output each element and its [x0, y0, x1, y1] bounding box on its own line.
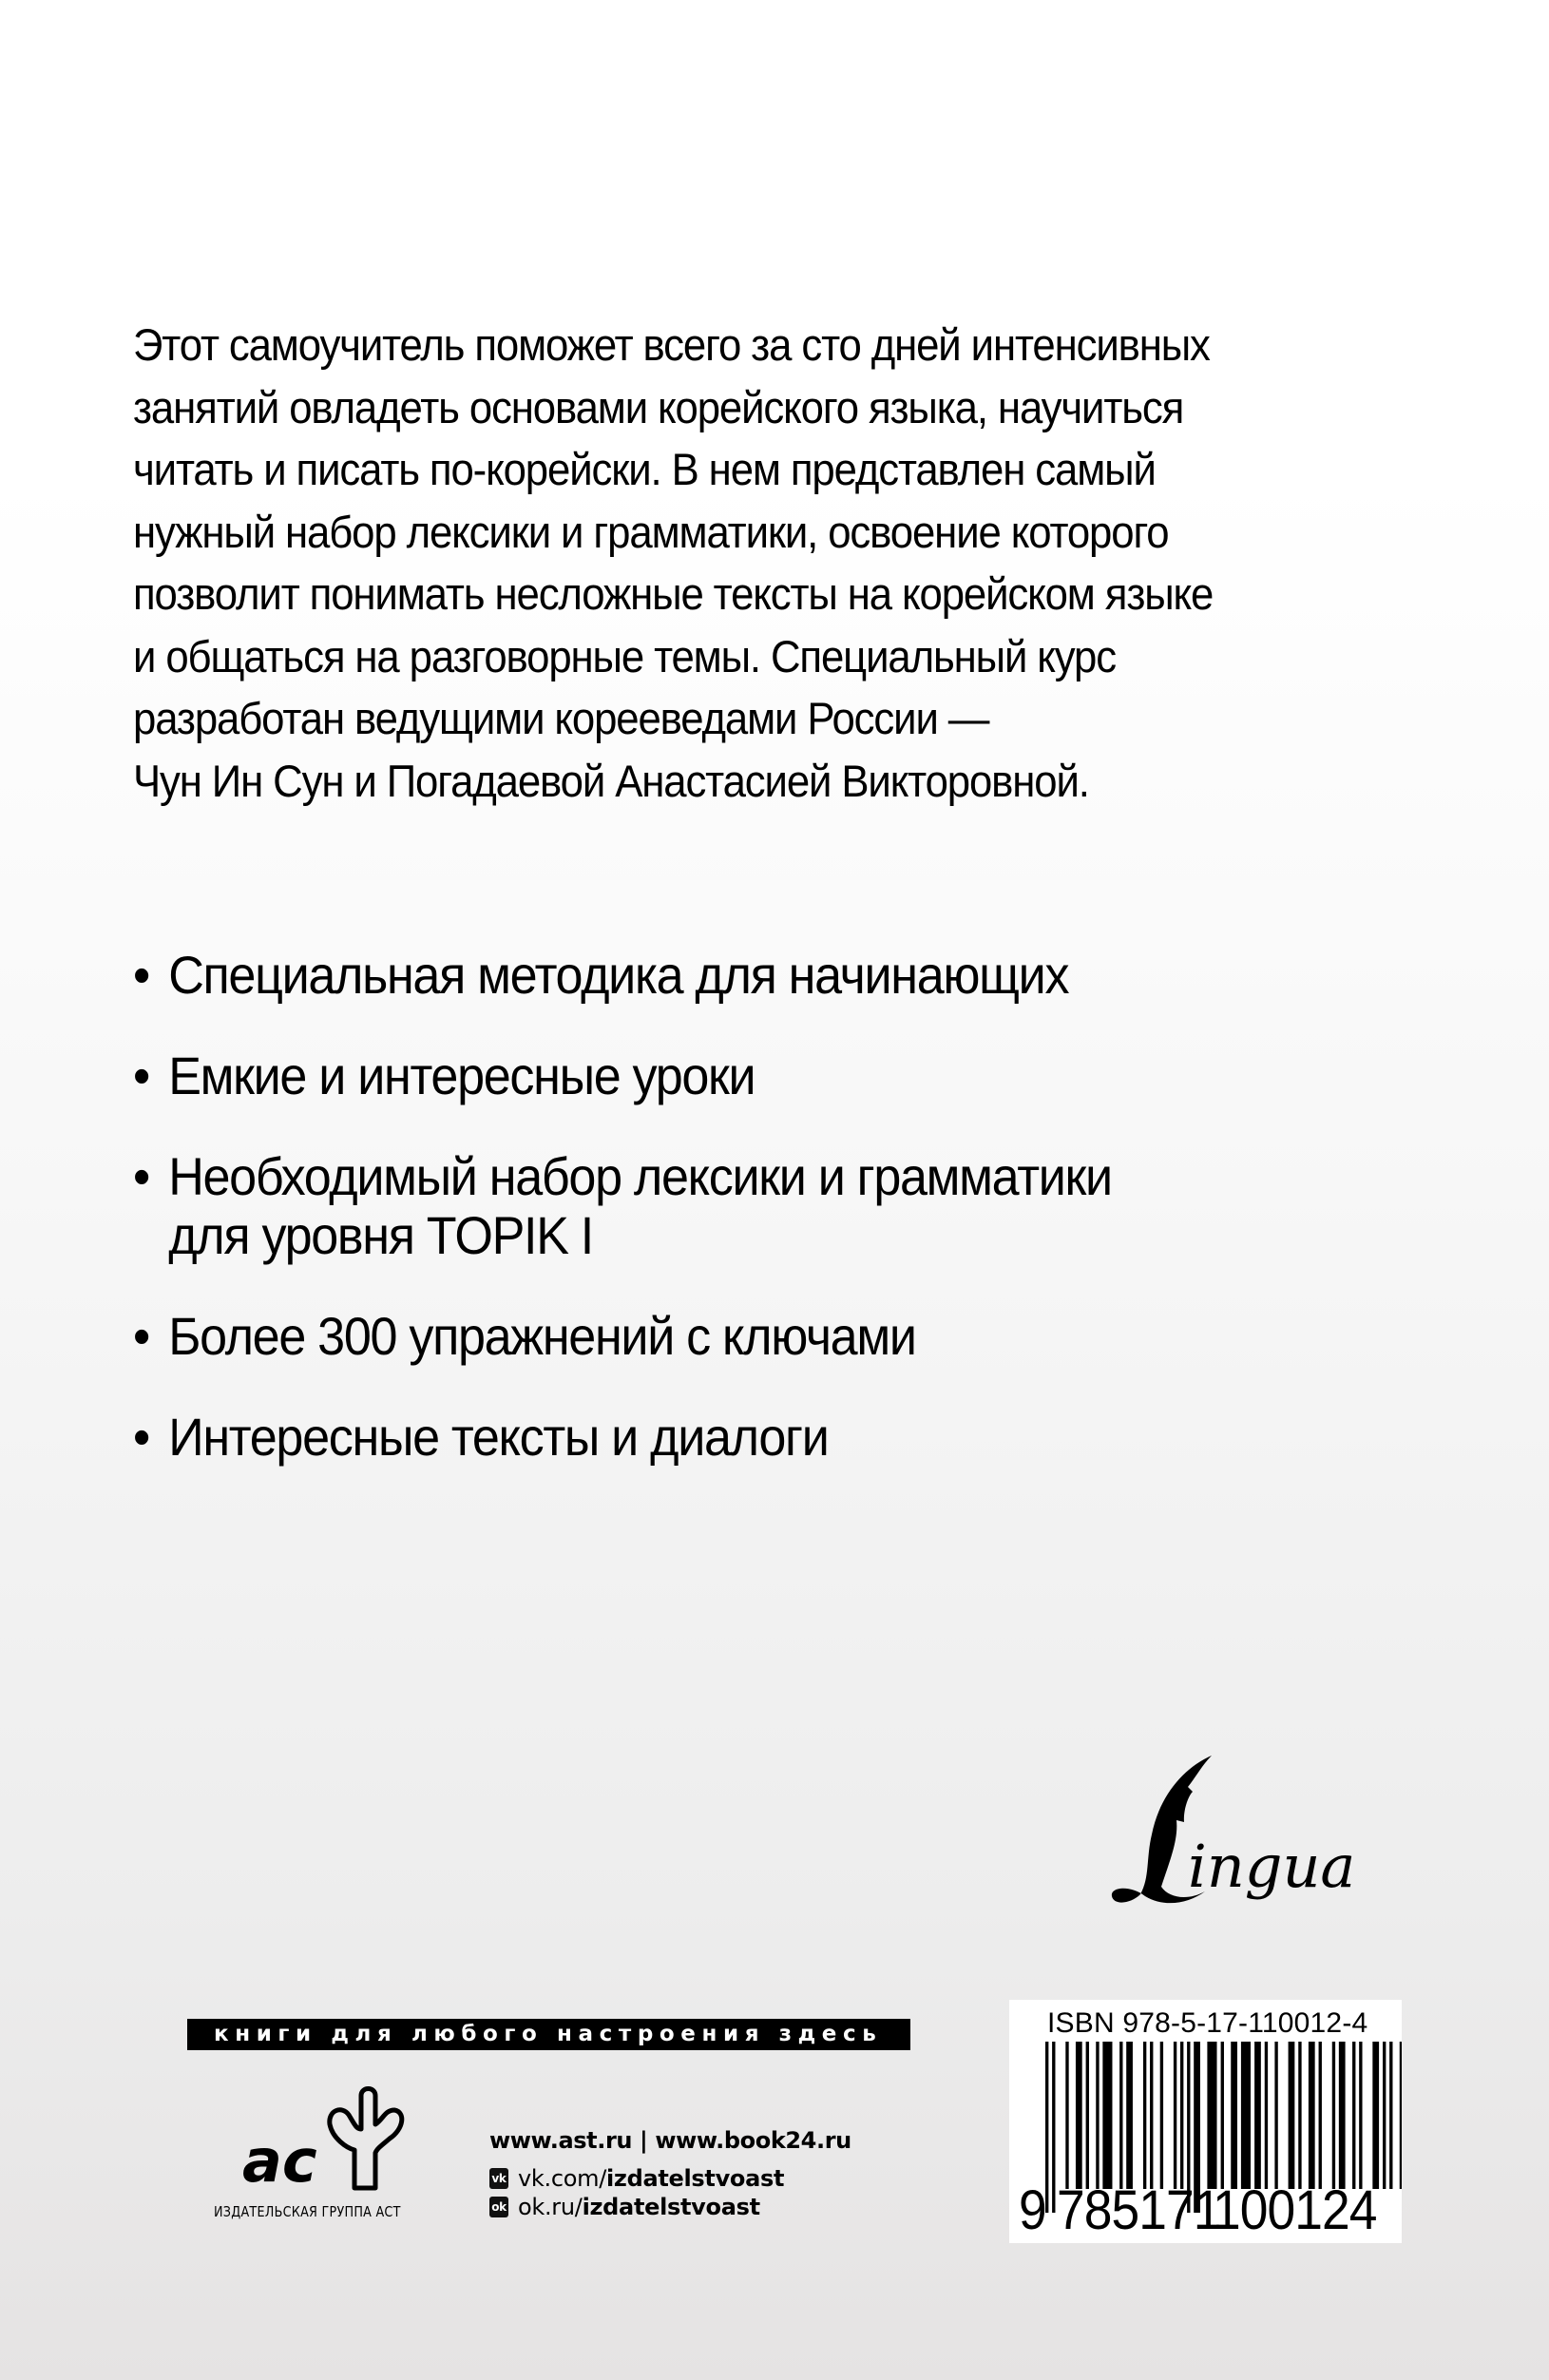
- barcode-bar: [1180, 2042, 1183, 2189]
- feature-text: Специальная методика для начинающих: [168, 945, 1069, 1005]
- description-line: и общаться на разговорные темы. Специальный курс: [133, 630, 1116, 681]
- barcode-bar: [1265, 2042, 1268, 2189]
- barcode-digits-right: 100124: [1213, 2179, 1377, 2241]
- barcode-bar: [1298, 2042, 1301, 2189]
- feature-item: [133, 946, 1370, 1005]
- description-line: нужный набор лексики и грамматики, освоение которого: [133, 506, 1169, 557]
- isbn-barcode-block: [1009, 2000, 1402, 2243]
- description-line: разработан ведущими корееведами России —: [133, 693, 989, 743]
- feature-item: [133, 1147, 1370, 1265]
- vk-link-handle: izdatelstvoast: [605, 2165, 785, 2192]
- barcode-bar: [1086, 2042, 1089, 2189]
- barcode-bar: [1332, 2042, 1335, 2189]
- barcode-bar: [1241, 2042, 1251, 2189]
- feature-text: Необходимый набор лексики и грамматики: [168, 1146, 1112, 1206]
- barcode-bar: [1372, 2042, 1379, 2189]
- slogan-banner: книги для любого настроения здесь: [187, 2019, 910, 2050]
- ok-link-handle: izdatelstvoast: [582, 2194, 760, 2220]
- barcode-bar: [1102, 2042, 1112, 2189]
- feature-item: [133, 1408, 1370, 1467]
- barcode-bar: [1339, 2042, 1346, 2189]
- feature-text: для уровня TOPIK I: [168, 1205, 593, 1265]
- barcode-bar: [1309, 2042, 1315, 2189]
- lingua-wordmark: ingua: [1188, 1832, 1356, 1901]
- bullet-icon: •: [133, 1046, 149, 1105]
- publisher-caption: ИЗДАТЕЛЬСКАЯ ГРУППА АСТ: [214, 2203, 401, 2220]
- barcode-bar: [1254, 2042, 1261, 2189]
- barcode-bar: [1126, 2042, 1133, 2189]
- barcode-bar: [1207, 2042, 1216, 2189]
- feature-text: Емкие и интересные уроки: [168, 1046, 755, 1105]
- barcode-bar: [1359, 2042, 1362, 2189]
- bullet-icon: •: [133, 1407, 149, 1467]
- vk-link-prefix: vk.com/: [518, 2165, 606, 2192]
- barcode-bar: [1274, 2042, 1277, 2189]
- barcode-bar: [1076, 2042, 1082, 2189]
- barcode-bar: [1231, 2042, 1237, 2189]
- website-links[interactable]: www.ast.ru | www.book24.ru: [489, 2127, 851, 2154]
- ast-logo-text: ас: [242, 2126, 317, 2196]
- isbn-label: ISBN 978-5-17-110012-4: [1047, 2007, 1368, 2039]
- barcode-bar: [1319, 2042, 1322, 2189]
- barcode-bar: [1119, 2042, 1122, 2189]
- vk-icon: vk: [489, 2168, 508, 2189]
- bullet-icon: •: [133, 1146, 149, 1206]
- barcode-bar: [1289, 2042, 1295, 2189]
- barcode-bar: [1096, 2042, 1099, 2189]
- bullet-icon: •: [133, 945, 149, 1005]
- barcode-bar: [1174, 2042, 1176, 2189]
- barcode-bar: [1143, 2042, 1146, 2189]
- barcode-bar: [1160, 2042, 1163, 2189]
- feature-item: [133, 1046, 1370, 1105]
- barcode-bar: [1221, 2042, 1224, 2189]
- lingua-logo: [1093, 1744, 1359, 1925]
- barcode-bar: [1065, 2042, 1068, 2189]
- feature-text: Интересные тексты и диалоги: [168, 1407, 829, 1467]
- barcode-bar: [1352, 2042, 1355, 2189]
- barcode-digits-left: 785171: [1057, 2179, 1221, 2241]
- feature-item: [133, 1307, 1370, 1366]
- barcode-bar: [1150, 2042, 1153, 2189]
- feature-list: [133, 946, 1370, 1508]
- barcode-bar: [1389, 2042, 1392, 2189]
- barcode-bar: [1383, 2042, 1386, 2189]
- barcode-bar: [1052, 2042, 1055, 2213]
- description-line: Чун Ин Сун и Погадаевой Анастасией Викторовной.: [133, 755, 1089, 806]
- description: [133, 314, 1370, 812]
- ok-link[interactable]: [489, 2194, 851, 2220]
- description-line: занятий овладеть основами корейского языка, научиться: [133, 381, 1184, 432]
- bullet-icon: •: [133, 1306, 149, 1366]
- feature-text: Более 300 упражнений с ключами: [168, 1306, 916, 1366]
- publisher-links: [489, 2127, 851, 2220]
- barcode-bar: [1400, 2042, 1402, 2189]
- vk-link[interactable]: [489, 2165, 851, 2192]
- ok-link-prefix: ok.ru/: [518, 2194, 583, 2220]
- ok-icon: ok: [489, 2197, 508, 2217]
- cactus-icon: [330, 2089, 402, 2189]
- description-line: Этот самоучитель поможет всего за сто дней интенсивных: [133, 319, 1210, 370]
- ast-logo: [242, 2082, 423, 2196]
- barcode-digit-first: 9: [1019, 2179, 1046, 2241]
- description-line: читать и писать по-корейски. В нем представлен самый: [133, 444, 1156, 494]
- description-line: позволит понимать несложные тексты на корейском языке: [133, 568, 1214, 619]
